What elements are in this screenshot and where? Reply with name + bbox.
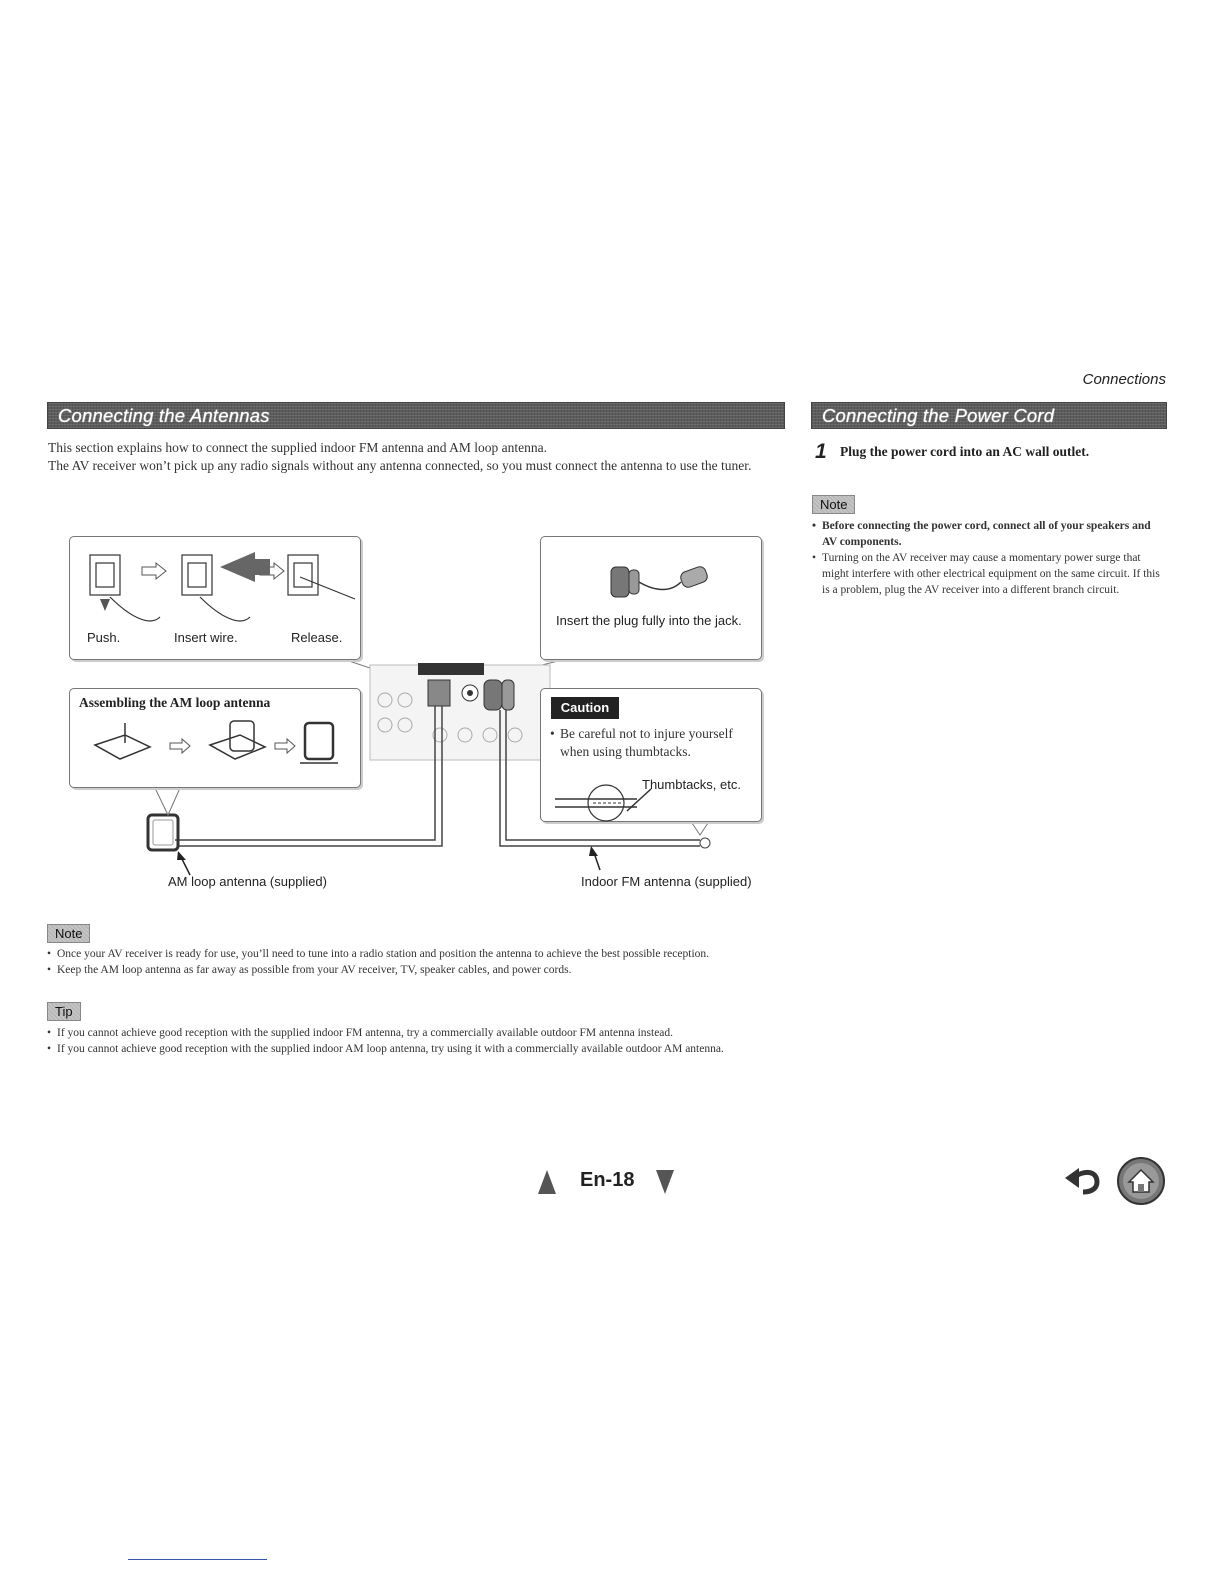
note-item: • Keep the AM loop antenna as far away as possible from your AV receiver, TV, speaker cables, and power cords. [47,962,787,978]
wire-steps-illustration [70,537,360,627]
caution-list [550,725,755,761]
plug-panel [540,536,762,660]
power-note-list [812,518,1164,598]
assembly-title: Assembling the AM loop antenna [79,695,271,710]
power-cord-section-header [811,402,1167,429]
step-insert-label: Insert wire. [174,630,238,645]
assembly-panel [69,688,361,788]
caution-badge: Caution [551,697,619,719]
previous-page-icon[interactable] [538,1170,556,1194]
pointer-arrow [589,846,598,856]
intro-text [48,439,788,475]
bottom-rule [128,1559,267,1560]
am-antenna-caption: AM loop antenna (supplied) [168,874,327,889]
down-arrow-icon [100,599,110,611]
note-list [47,946,787,978]
antenna-diagram [40,530,780,900]
assembly-illustration [70,715,360,787]
step-text: Plug the power cord into an AC wall outlet. [840,444,1090,459]
intro-paragraph: The AV receiver won’t pick up any radio signals without any antenna connected, so you must connect the antenna to use the tuner. [48,458,752,473]
back-icon[interactable] [1065,1160,1105,1200]
caution-text: • Be careful not to injure yourself when using thumbtacks. [550,725,755,761]
note-badge: Note [47,924,90,943]
step-release-label: Release. [291,630,343,645]
next-page-icon[interactable] [656,1170,674,1194]
fm-antenna-caption: Indoor FM antenna (supplied) [581,874,752,889]
intro-paragraph: This section explains how to connect the supplied indoor FM antenna and AM loop antenna. [48,440,548,455]
home-icon[interactable] [1116,1156,1166,1206]
power-cord-section-title: Connecting the Power Cord [822,405,1055,426]
insert-arrow-icon [220,552,270,582]
step-push-label: Push. [87,630,121,645]
note-item: • Once your AV receiver is ready for use, you’ll need to tune into a radio station and position the antenna to achieve the best possible reception. [47,946,787,962]
tip-item: • If you cannot achieve good reception with the supplied indoor FM antenna, try a commercially available outdoor FM antenna instead. [47,1025,787,1041]
right-arrow-icon [142,563,166,579]
plug-caption: Insert the plug fully into the jack. [556,613,742,628]
plug-illustration [541,537,761,617]
power-note-item: • Before connecting the power cord, connect all of your speakers and AV components. [812,518,1164,550]
antennas-section-title: Connecting the Antennas [58,405,270,426]
page-number: En-18 [580,1169,635,1191]
thumbtacks-label: Thumbtacks, etc. [642,777,741,792]
section-label: Connections [1082,371,1166,388]
tip-item: • If you cannot achieve good reception with the supplied indoor AM loop antenna, try using it with a commercially available outdoor AM antenna. [47,1041,787,1057]
power-note-badge: Note [812,495,855,514]
antennas-section-header [47,402,785,429]
tip-badge: Tip [47,1002,81,1021]
pointer-arrow [177,851,186,860]
callout-tail [155,788,180,815]
tip-list [47,1025,787,1057]
step-number: 1 [815,440,827,463]
receiver-rear-panel [370,663,550,760]
fm-antenna-end [700,838,710,848]
right-arrow-icon [170,739,190,753]
right-arrow-icon [275,739,295,753]
am-loop-antenna-icon [148,815,178,850]
wire-steps-panel [69,536,361,660]
power-note-item: • Turning on the AV receiver may cause a momentary power surge that might interfere with other electrical equipment on the same circuit. If this is a problem, plug the AV receiver into a different branch circuit. [812,550,1164,598]
